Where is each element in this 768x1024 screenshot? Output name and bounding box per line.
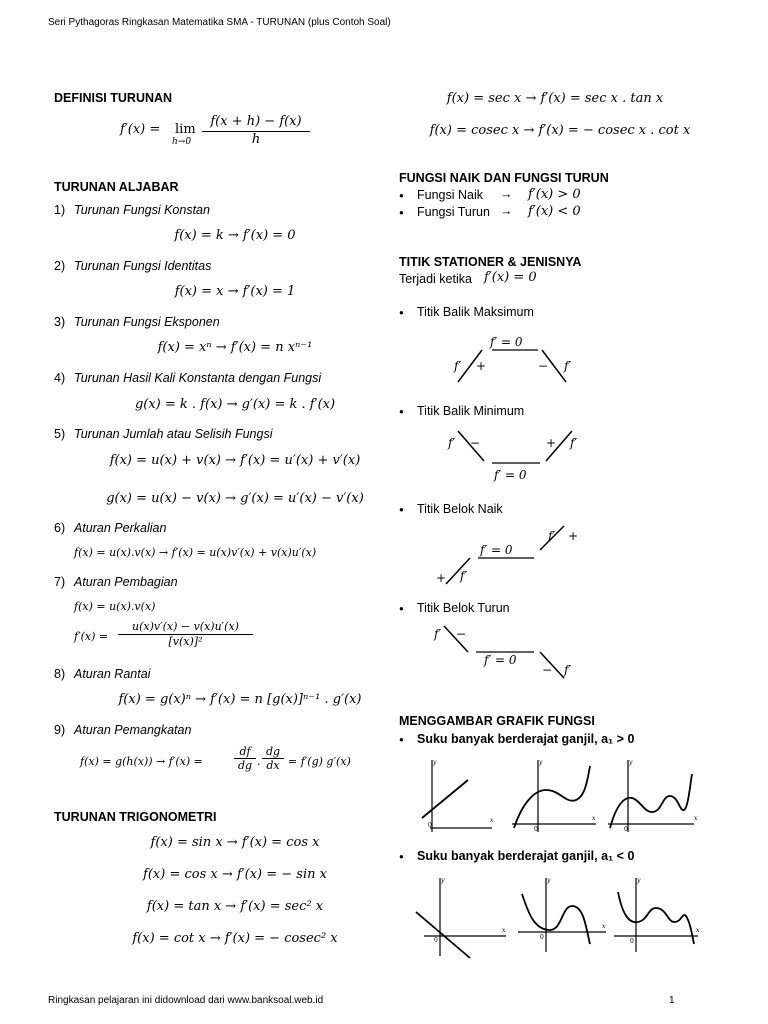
page-footer: Ringkasan pelajaran ini didownload dari www.banksoal.web.id bbox=[48, 995, 324, 1006]
dot-operator: . bbox=[257, 755, 261, 768]
formula: g(x) = k . f(x) → g′(x) = k . f′(x) bbox=[134, 397, 336, 412]
limit-numerator: f(x + h) − f(x) bbox=[210, 114, 302, 129]
item-label: Turunan Fungsi Eksponen bbox=[74, 315, 220, 329]
bullet-ganjil-positif: ● Suku banyak berderajat ganjil, a₁ > 0 bbox=[417, 732, 634, 746]
formula: f(x) = g(h(x)) → f′(x) = bbox=[80, 755, 203, 768]
fprime-zero-label: f′ = 0 bbox=[484, 653, 517, 667]
fraction-dg-dx bbox=[262, 745, 284, 772]
fraction-denominator: dg bbox=[237, 759, 253, 772]
item-number: 6) bbox=[54, 521, 66, 535]
formula: f(x) = xⁿ → f′(x) = n xⁿ⁻¹ bbox=[157, 340, 313, 355]
x-label: x bbox=[602, 923, 606, 930]
graph-cubic-one-turn bbox=[512, 759, 596, 833]
origin-label: 0 bbox=[434, 937, 438, 944]
stationary-condition-label: Terjadi ketika bbox=[399, 272, 472, 286]
graph-quintic-waves bbox=[608, 759, 698, 833]
graph-linear-down bbox=[416, 877, 506, 958]
min-point-diagram bbox=[448, 425, 588, 485]
formula: f(x) = sec x → f′(x) = sec x . tan x bbox=[446, 91, 664, 106]
origin-label: 0 bbox=[428, 822, 432, 829]
section-title-trigonometri: TURUNAN TRIGONOMETRI bbox=[54, 810, 217, 824]
item-label: Turunan Fungsi Konstan bbox=[74, 203, 210, 217]
item-label: Aturan Rantai bbox=[74, 667, 151, 681]
limit-subscript: h→0 bbox=[172, 137, 192, 147]
item-number: 3) bbox=[54, 315, 66, 329]
y-label: y bbox=[539, 759, 543, 766]
formula: f(x) = x → f′(x) = 1 bbox=[174, 284, 296, 299]
x-label: x bbox=[694, 815, 698, 822]
fprime-label: f′ bbox=[434, 627, 442, 641]
graph-quintic-neg bbox=[614, 877, 700, 952]
section-title-grafik: MENGGAMBAR GRAFIK FUNGSI bbox=[399, 714, 595, 728]
y-label: y bbox=[629, 759, 633, 766]
formula: g(x) = u(x) − v(x) → g′(x) = u′(x) − v′(x) bbox=[106, 491, 364, 506]
graph-cubic-neg bbox=[518, 877, 606, 952]
origin-label: 0 bbox=[630, 938, 634, 945]
minus-sign: − bbox=[542, 663, 553, 677]
limit-fraction bbox=[202, 114, 310, 147]
section-title-aljabar: TURUNAN ALJABAR bbox=[54, 180, 179, 194]
x-label: x bbox=[696, 927, 700, 934]
formula: f(x) = g(x)ⁿ → f′(x) = n [g(x)]ⁿ⁻¹ . g′(x) bbox=[118, 692, 362, 707]
y-label: y bbox=[441, 877, 445, 884]
origin-label: 0 bbox=[534, 826, 538, 833]
formula: f(x) = sin x → f′(x) = cos x bbox=[150, 835, 320, 850]
fraction-numerator: dg bbox=[265, 745, 281, 758]
fprime-label: f′ bbox=[548, 529, 556, 543]
x-label: x bbox=[490, 817, 494, 824]
y-label: y bbox=[637, 877, 641, 884]
formula: f′(x) > 0 bbox=[528, 187, 581, 202]
formula: f(x) = u(x).v(x) → f′(x) = u(x)v′(x) + v(x)u′(x) bbox=[74, 546, 317, 559]
formula: f(x) = cot x → f′(x) = − cosec² x bbox=[132, 931, 338, 946]
page-number: 1 bbox=[669, 995, 675, 1006]
rising-inflection-diagram bbox=[436, 522, 586, 592]
origin-label: 0 bbox=[540, 934, 544, 941]
fprime-zero-label: f′ = 0 bbox=[480, 543, 513, 557]
fprime-label: f′ bbox=[448, 436, 456, 450]
item-label: Aturan Pembagian bbox=[74, 575, 178, 589]
bullet-belok-turun: ● Titik Belok Turun bbox=[417, 601, 510, 615]
fraction-numerator: u(x)v′(x) − v(x)u′(x) bbox=[132, 620, 239, 633]
y-label: y bbox=[547, 877, 551, 884]
arrow-icon: → bbox=[500, 204, 513, 218]
fraction-numerator: df bbox=[239, 745, 251, 758]
item-number: 8) bbox=[54, 667, 66, 681]
origin-label: 0 bbox=[624, 826, 628, 833]
bullet-belok-naik: ● Titik Belok Naik bbox=[417, 502, 503, 516]
plus-sign: + bbox=[546, 436, 557, 450]
bullet-balik-maksimum: ● Titik Balik Maksimum bbox=[417, 305, 534, 319]
formula: = f′(g) g′(x) bbox=[288, 755, 351, 768]
max-point-diagram bbox=[450, 332, 590, 392]
bullet-ganjil-negatif: ● Suku banyak berderajat ganjil, a₁ < 0 bbox=[417, 849, 634, 863]
formula: f(x) = cos x → f′(x) = − sin x bbox=[143, 867, 327, 882]
item-label: Aturan Perkalian bbox=[74, 521, 167, 535]
item-number: 7) bbox=[54, 575, 66, 589]
item-label: Turunan Fungsi Identitas bbox=[74, 259, 212, 273]
item-number: 4) bbox=[54, 371, 66, 385]
plus-sign: + bbox=[436, 571, 447, 585]
formula-lhs: f′(x) = bbox=[74, 630, 109, 643]
x-label: x bbox=[592, 815, 596, 822]
y-label: y bbox=[433, 759, 437, 766]
plus-sign: + bbox=[568, 529, 579, 543]
fprime-label: f′ bbox=[460, 569, 468, 583]
minus-sign: − bbox=[470, 436, 481, 450]
fprime-label: f′ bbox=[454, 359, 462, 373]
item-label: Aturan Pemangkatan bbox=[74, 723, 192, 737]
item-number: 2) bbox=[54, 259, 66, 273]
graphs-positive-leading bbox=[418, 756, 738, 836]
fprime-zero-label: f′ = 0 bbox=[494, 468, 527, 482]
section-title-naik-turun: FUNGSI NAIK DAN FUNGSI TURUN bbox=[399, 171, 609, 185]
fraction-denominator: dx bbox=[266, 759, 280, 772]
item-label: Turunan Hasil Kali Konstanta dengan Fungsi bbox=[74, 371, 322, 385]
fraction-denominator: [v(x)]² bbox=[168, 635, 203, 648]
limit-denominator: h bbox=[251, 132, 261, 147]
fraction-df-dg bbox=[234, 745, 256, 772]
formula: f′(x) < 0 bbox=[528, 204, 581, 219]
formula: f(x) = k → f′(x) = 0 bbox=[174, 228, 296, 243]
limit-word: lim bbox=[175, 122, 196, 137]
fprime-zero-label: f′ = 0 bbox=[490, 335, 523, 349]
fprime-label: f′ bbox=[570, 436, 578, 450]
fprime-label: f′ bbox=[564, 663, 572, 677]
item-number: 1) bbox=[54, 203, 66, 217]
plus-sign: + bbox=[476, 359, 487, 373]
quotient-fraction bbox=[118, 620, 253, 648]
graph-linear-up bbox=[422, 759, 494, 832]
section-title-stasioner: TITIK STATIONER & JENISNYA bbox=[399, 255, 582, 269]
bullet-fungsi-turun: ● Fungsi Turun bbox=[417, 205, 490, 219]
formula: f(x) = u(x) + v(x) → f′(x) = u′(x) + v′(x) bbox=[109, 453, 361, 468]
formula: f(x) = u(x).v(x) bbox=[74, 600, 156, 613]
arrow-icon: → bbox=[500, 187, 513, 201]
graphs-negative-leading bbox=[410, 872, 730, 962]
item-number: 5) bbox=[54, 427, 66, 441]
limit-lhs: f′(x) = bbox=[120, 122, 161, 137]
x-label: x bbox=[502, 927, 506, 934]
fprime-label: f′ bbox=[564, 359, 572, 373]
item-label: Turunan Jumlah atau Selisih Fungsi bbox=[74, 427, 273, 441]
formula: f(x) = cosec x → f′(x) = − cosec x . cot x bbox=[429, 123, 691, 138]
minus-sign: − bbox=[538, 359, 549, 373]
falling-inflection-diagram bbox=[434, 622, 584, 682]
stationary-condition-formula: f′(x) = 0 bbox=[484, 270, 537, 285]
minus-sign: − bbox=[456, 627, 467, 641]
item-number: 9) bbox=[54, 723, 66, 737]
bullet-fungsi-naik: ● Fungsi Naik bbox=[417, 188, 483, 202]
formula: f(x) = tan x → f′(x) = sec² x bbox=[146, 899, 324, 914]
bullet-balik-minimum: ● Titik Balik Minimum bbox=[417, 404, 524, 418]
page-header: Seri Pythagoras Ringkasan Matematika SMA - TURUNAN (plus Contoh Soal) bbox=[48, 17, 391, 28]
section-title-definisi: DEFINISI TURUNAN bbox=[54, 91, 173, 105]
